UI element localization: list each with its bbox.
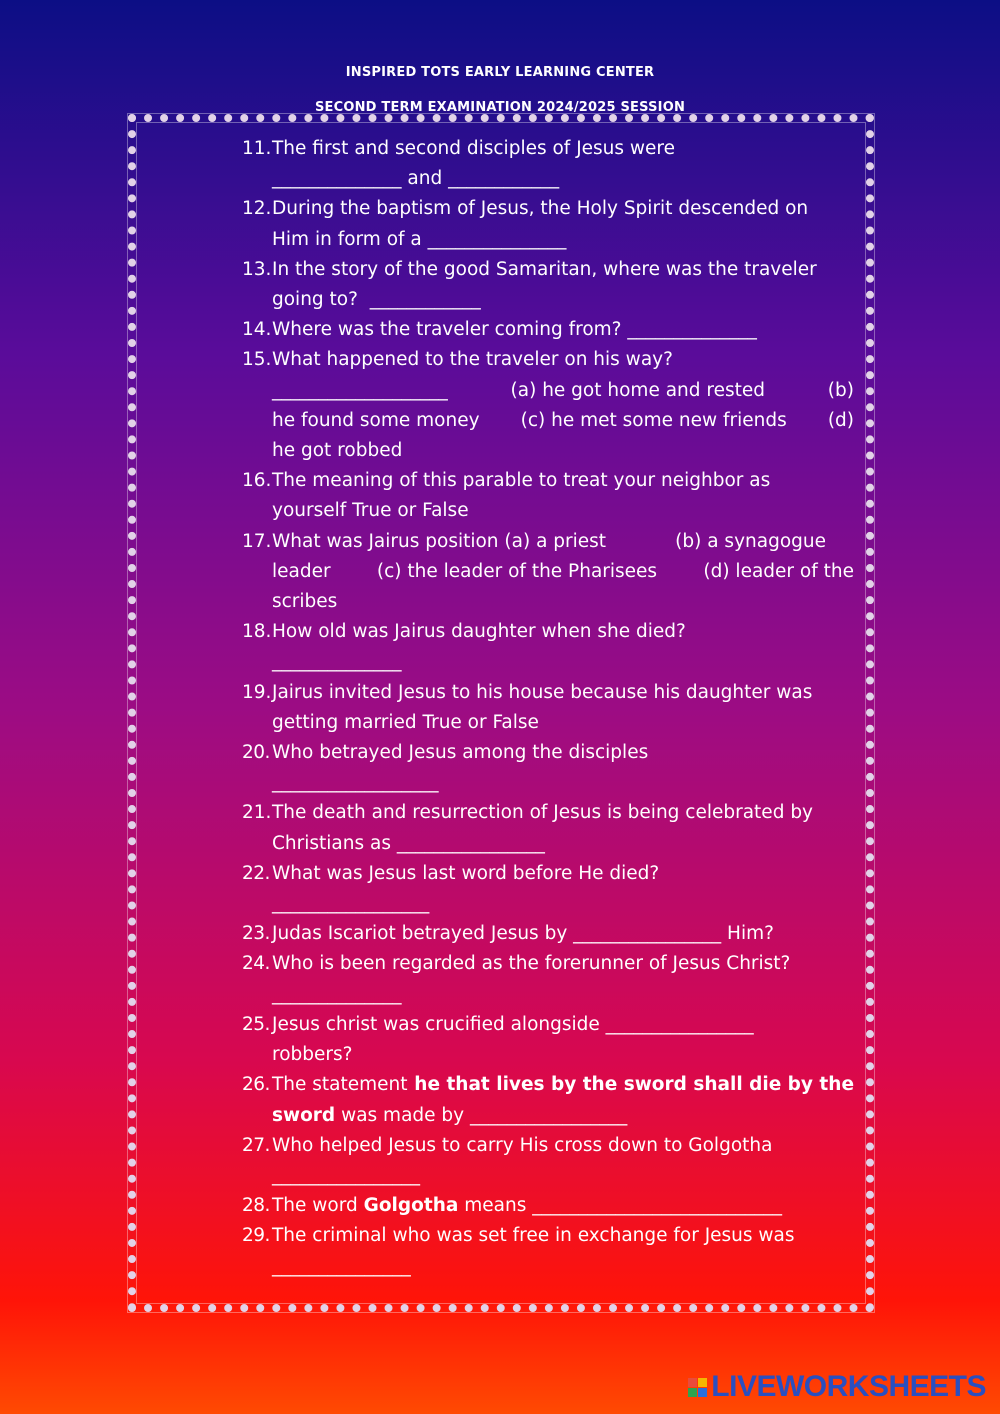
option-a[interactable]: (a) he got home and rested [510,379,765,401]
exam-title: SECOND TERM EXAMINATION 2024/2025 SESSION [314,100,686,115]
question-number: 15. [242,349,272,371]
question-text: The criminal who was set free in exchange for Jesus was [272,1225,795,1247]
question-text-cont: getting married True or False [272,711,539,733]
option-b[interactable]: (b) a synagogue [675,530,826,552]
question-25 [242,1010,854,1070]
question-number: 16. [242,470,272,492]
option-d-cont[interactable]: scribes [272,591,338,613]
question-number: 19. [242,681,272,703]
question-number: 18. [242,621,272,643]
answer-blank[interactable]: ______________ [272,651,402,673]
question-15 [242,345,854,466]
question-number: 28. [242,1195,270,1217]
logo-text: LIVEWORKSHEETS [711,1370,986,1403]
question-number: 24. [242,953,270,975]
question-28 [242,1191,854,1221]
question-text: The death and resurrection of Jesus is being celebrated by [272,802,814,824]
question-text: The statement [272,1074,408,1096]
question-number: 21. [242,802,272,824]
question-text: During the baptism of Jesus, the Holy Spirit descended on [272,198,809,220]
question-text[interactable]: Judas Iscariot betrayed Jesus by ________________ Him? [272,923,774,945]
question-text-cont: yourself True or False [272,500,469,522]
question-26 [242,1070,854,1130]
answer-blank[interactable]: means ___________________________ [458,1195,782,1217]
question-text[interactable]: Where was the traveler coming from? ______________ [272,319,757,341]
option-d[interactable]: (d) leader of the [703,560,854,582]
question-number: 22. [242,862,270,884]
question-27 [242,1131,854,1191]
answer-blank[interactable]: Him in form of a _______________ [272,228,567,250]
question-14 [242,315,854,345]
question-text: The first and second disciples of Jesus were [272,138,676,159]
question-text: What was Jairus position (a) a priest [272,530,607,552]
question-17 [242,527,854,618]
question-text: What was Jesus last word before He died? [272,862,660,884]
answer-blank[interactable]: was made by _________________ [335,1104,628,1126]
question-number: 20. [242,742,270,764]
option-b-cont[interactable]: leader [272,560,331,582]
option-d-label[interactable]: (d) [827,409,854,431]
question-13 [242,255,854,315]
question-20 [242,738,854,798]
question-29 [242,1221,854,1281]
question-text[interactable]: Jesus christ was crucified alongside ________________ [272,1013,754,1035]
answer-blank[interactable]: ___________________ [272,379,448,401]
question-number: 11. [242,138,272,159]
question-number: 27. [242,1134,270,1156]
question-text: Who betrayed Jesus among the disciples [272,742,649,764]
question-21 [242,798,854,858]
question-24 [242,949,854,1009]
question-number: 17. [242,530,272,552]
logo-icon [688,1378,707,1397]
question-text: In the story of the good Samaritan, where was the traveler [272,258,817,280]
answer-blank[interactable]: __________________ [272,772,439,794]
school-name: INSPIRED TOTS EARLY LEARNING CENTER [345,65,655,80]
question-22 [242,859,854,919]
answer-blank[interactable]: ________________ [272,1164,420,1186]
answer-blank[interactable]: _______________ [272,1255,411,1277]
question-18 [242,617,854,677]
question-text: Who helped Jesus to carry His cross down to Golgotha [272,1134,773,1156]
option-c[interactable]: (c) he met some new friends [520,409,787,431]
question-text: Jairus invited Jesus to his house because his daughter was [272,681,813,703]
question-number: 12. [242,198,272,220]
question-text: What happened to the traveler on his way? [272,349,673,371]
question-text: The meaning of this parable to treat your neighbor as [272,470,771,492]
quote-text-cont: sword [272,1104,336,1126]
question-number: 25. [242,1013,270,1035]
question-11 [242,134,854,194]
question-12 [242,194,854,254]
question-list [242,134,854,1282]
question-text-cont: robbers? [272,1044,353,1066]
question-number: 23. [242,923,270,945]
question-number: 13. [242,258,272,280]
question-number: 26. [242,1074,270,1096]
keyword: Golgotha [363,1195,459,1217]
question-text: The word [272,1195,364,1217]
answer-blank[interactable]: _________________ [272,893,430,915]
question-19 [242,678,854,738]
question-number: 14. [242,319,272,341]
answer-blank[interactable]: ______________ and ____________ [272,168,560,190]
question-text: How old was Jairus daughter when she died? [272,621,686,643]
question-number: 29. [242,1225,270,1247]
quote-text: he that lives by the sword shall die by the [414,1074,854,1096]
question-23 [242,919,854,949]
question-text: Who is been regarded as the forerunner of Jesus Christ? [272,953,791,975]
answer-blank[interactable]: going to? ____________ [272,289,481,311]
answer-blank[interactable]: ______________ [272,983,402,1005]
liveworksheets-logo[interactable] [688,1370,986,1404]
option-c[interactable]: (c) the leader of the Pharisees [376,560,658,582]
answer-blank[interactable]: Christians as ________________ [272,832,545,854]
option-b-label[interactable]: (b) [827,379,854,401]
question-16 [242,466,854,526]
option-b[interactable]: he found some money [272,409,480,431]
option-d[interactable]: he got robbed [272,440,403,462]
